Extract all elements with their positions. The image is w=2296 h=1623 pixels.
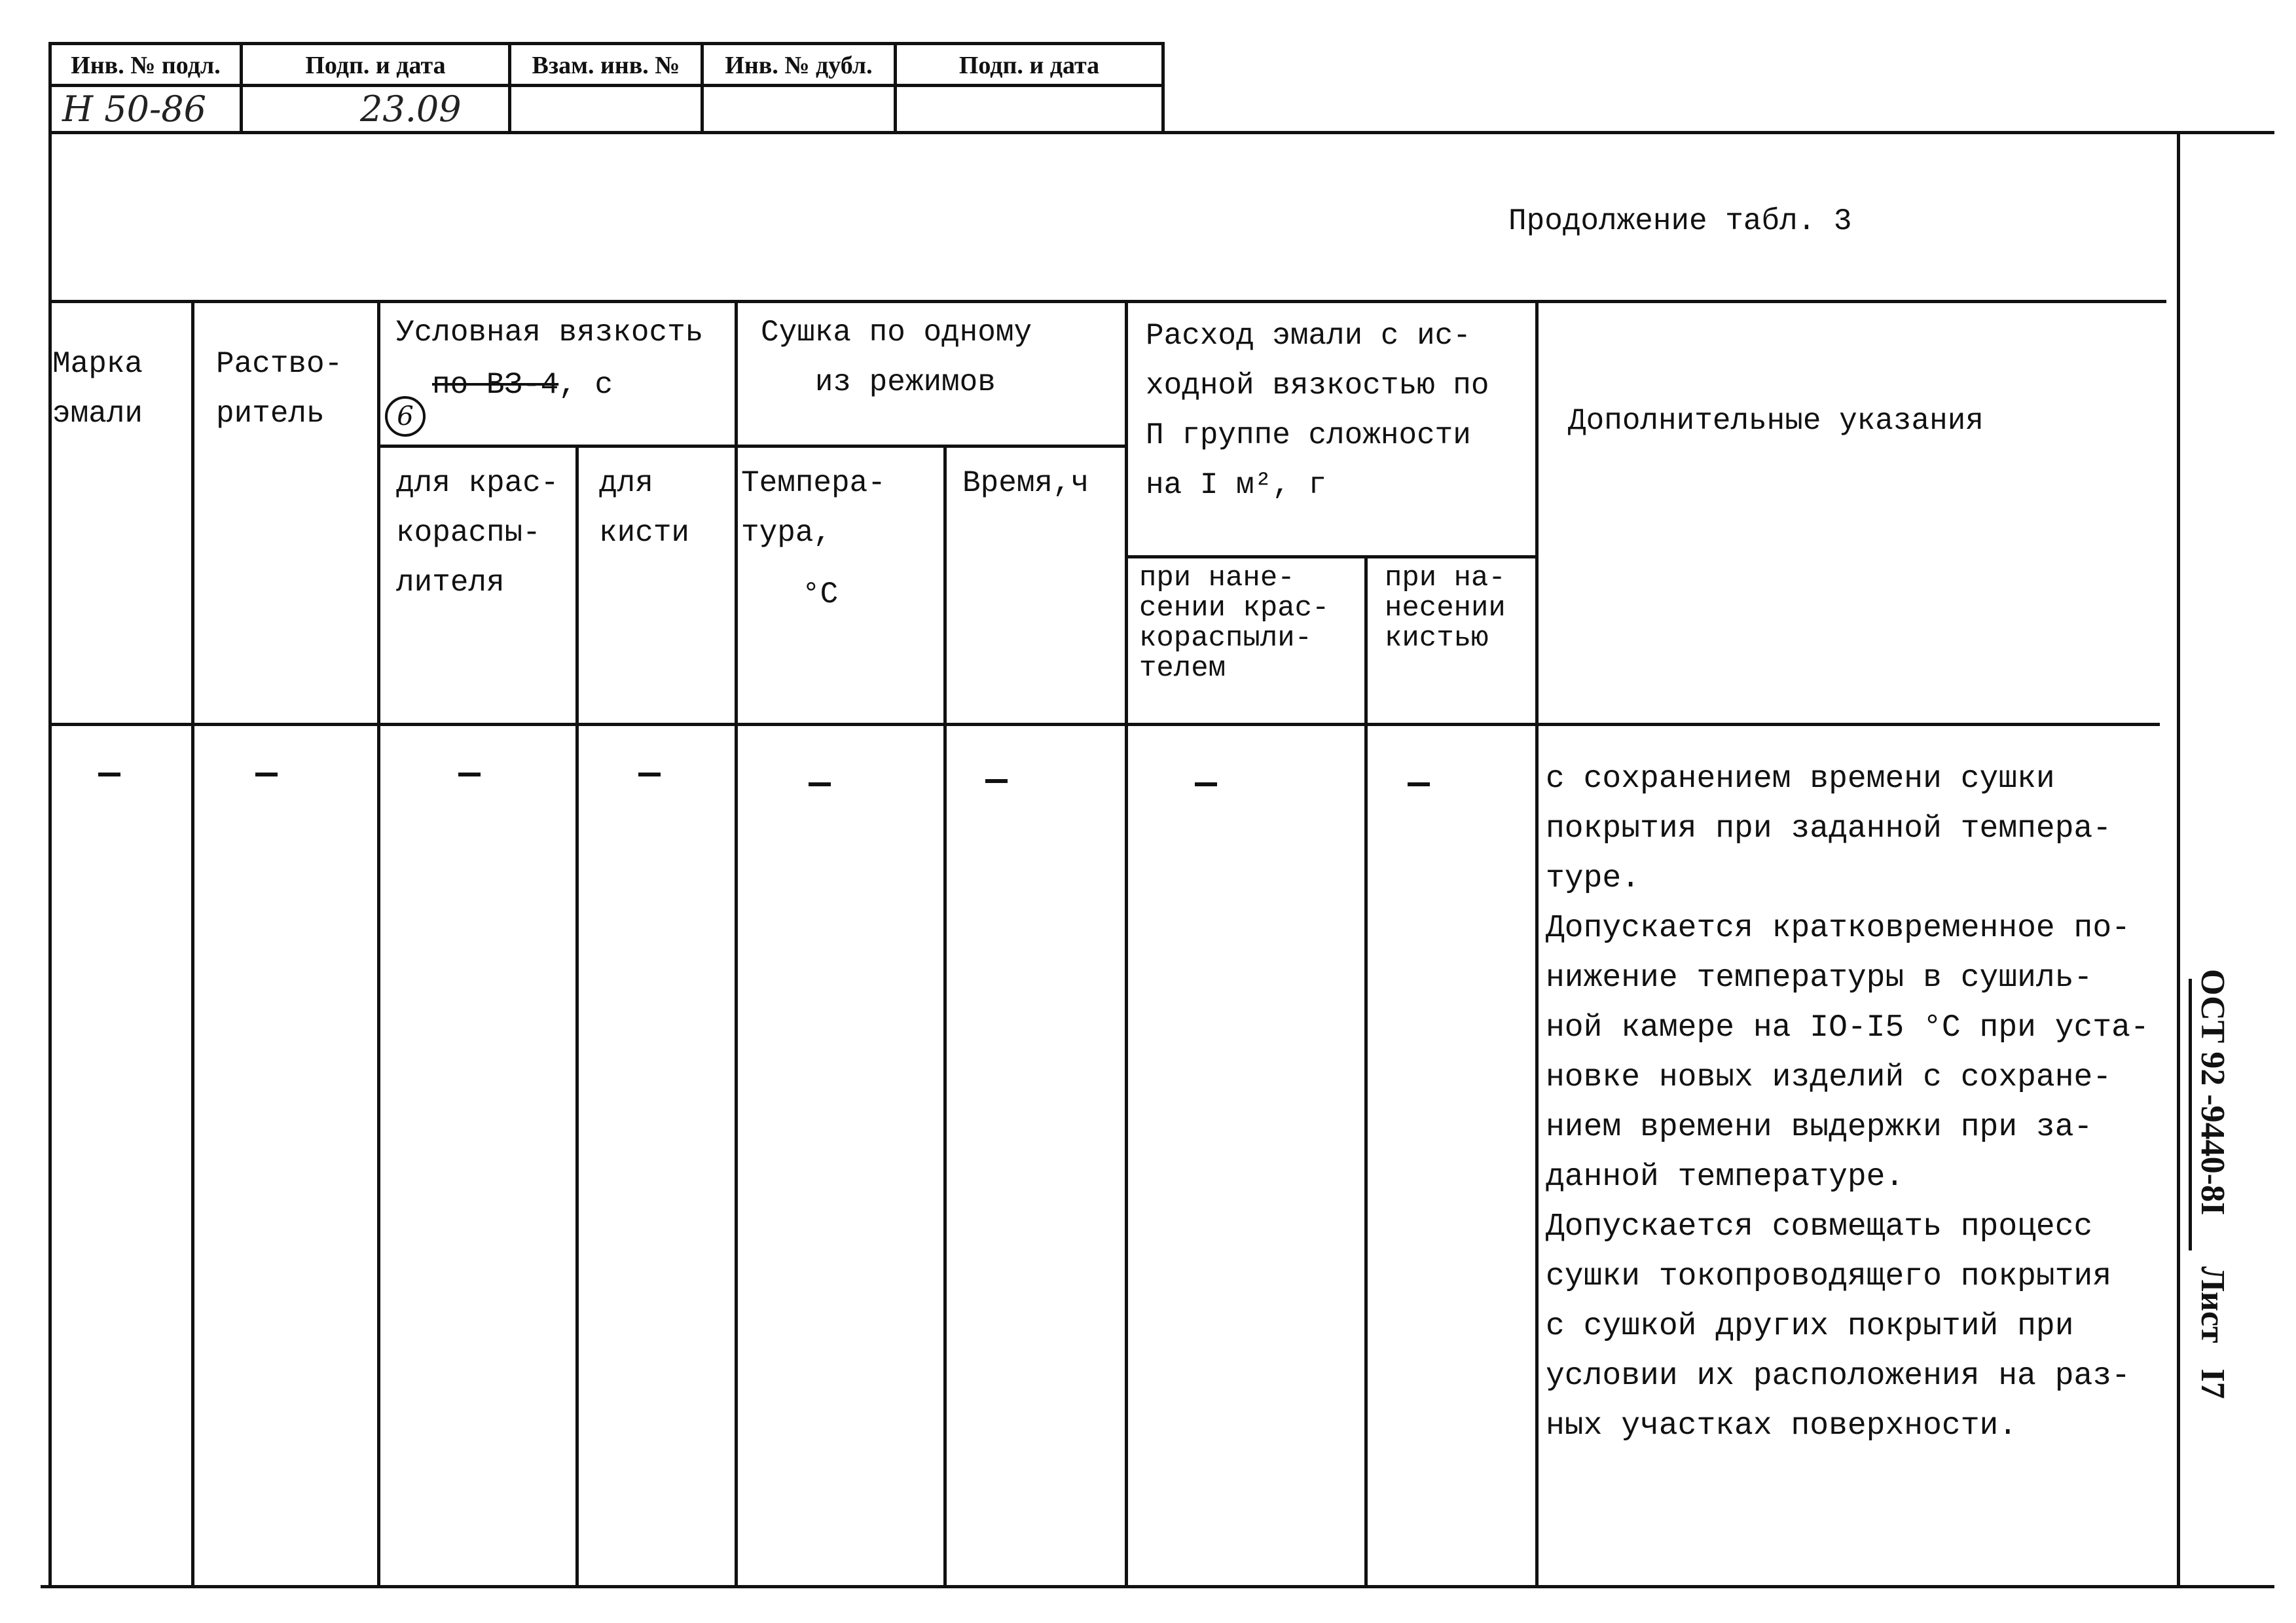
frame-left [48,131,52,1588]
sheet-label: Лист [2194,1266,2231,1343]
column-divider [1535,300,1539,1586]
cell-solvent [255,773,278,776]
stamp-header-inv-orig: Инв. № подл. [71,52,221,79]
table-top-border [48,300,2166,303]
column-divider [943,446,947,1586]
cell-time [985,779,1008,783]
header-consumption-spray: при нане- сении крас- кораспыли- телем [1139,562,1330,685]
header-viscosity-spray: для крас- кораспы- лителя [396,466,559,600]
header-viscosity-unit: , с [558,368,613,402]
header-temperature: Темпера- тура, [741,466,886,550]
header-solvent: Раство- ритель [216,347,343,431]
column-divider [575,446,579,1586]
doc-code: ОСТ 92 -9440-8I [2194,969,2231,1216]
header-brand: Марка эмали [52,347,143,431]
stamp-row-divider [48,84,1164,87]
correction-mark: 6 [385,396,426,437]
title-underline [2189,979,2192,1250]
frame-right [2177,131,2180,1586]
column-divider [1364,556,1368,1586]
stamp-border-top [48,42,1164,45]
table-caption: Продолжение табл. 3 [1508,204,1852,238]
sheet-number: I7 [2194,1368,2231,1399]
header-time: Время,ч [962,466,1089,500]
header-consumption-brush: при на- несении кистью [1385,562,1506,655]
cell-notes: с сохранением времени сушки покрытия при заданной темпера- туре. Допускается кратковременное по- нижение температуры в сушиль- ной камере на IO-I5 °C при уста- новке новых изделий с сохране- нием времени выдержки при за- данной температуре. Допускается совмещать процесс сушки токопроводящего покрытия с сушкой других покрытий при условии их расположения на раз- ных участках поверхности. [1546,761,2149,1444]
stamp-divider [1161,42,1165,134]
header-viscosity-brush: для кисти [599,466,690,550]
cell-consumption-spray [1195,782,1217,786]
stamp-header-inv-dup: Инв. № дубл. [725,52,873,79]
stamp-header-sign-date-2: Подп. и дата [958,52,1100,79]
cell-viscosity-brush [638,773,661,776]
column-divider [735,300,738,1586]
column-divider [1125,300,1128,1586]
stamp-value-date: 23.09 [360,88,462,130]
header-viscosity-struck: по ВЗ-4 [432,368,559,402]
cell-consumption-brush [1408,782,1430,786]
stamp-header-sign-date: Подп. и дата [305,52,446,79]
subheader-divider [378,445,1128,448]
frame-top [48,131,2274,134]
stamp-value-inv-orig: Н 50-86 [62,88,206,130]
cell-brand [98,773,120,776]
header-viscosity-unit-line [432,360,613,410]
header-notes: Дополнительные указания [1568,404,1984,438]
header-temperature-unit: °C [802,577,839,611]
frame-bottom [41,1585,2274,1588]
subheader-divider [1126,555,1538,558]
cell-viscosity-spray [458,773,481,776]
header-bottom-border [48,723,2160,726]
header-drying: Сушка по одному из режимов [761,316,1032,399]
cell-temperature [809,782,831,786]
header-viscosity: Условная вязкость [396,316,704,350]
column-divider [377,300,380,1586]
column-divider [191,300,194,1586]
stamp-header-replace-inv: Взам. инв. № [532,52,680,79]
doc-title-block [2193,969,2232,1399]
header-consumption: Расход эмали с ис- ходной вязкостью по П группе сложности на I м², г [1146,319,1489,502]
